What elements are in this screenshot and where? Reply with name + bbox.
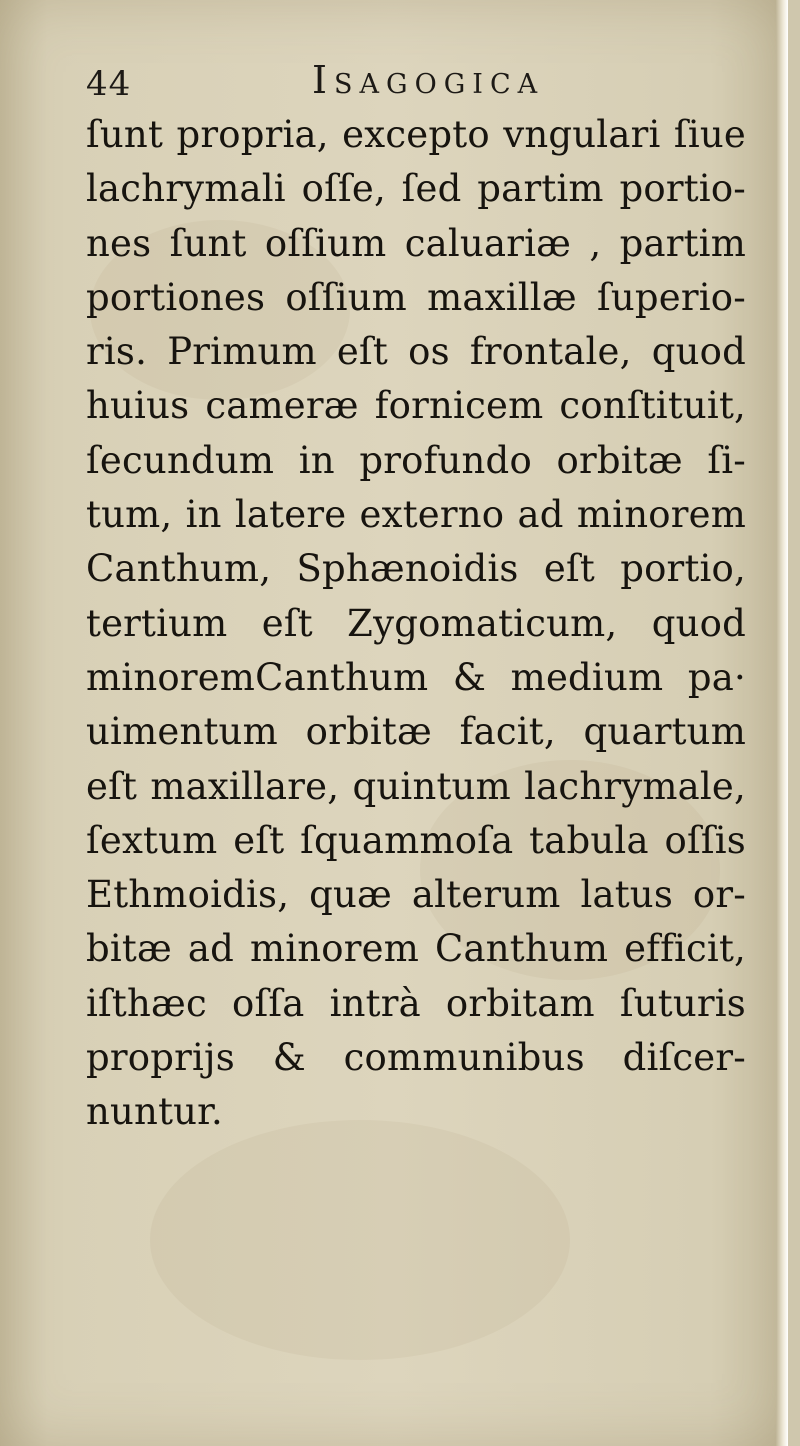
page-header bbox=[86, 58, 746, 102]
text-line: ſecundum in profundo orbitæ ſi- bbox=[86, 438, 746, 482]
text-line: ſunt propria, excepto vngulari ſiue bbox=[86, 113, 746, 156]
text-line: tertium eſt Zygomaticum, quod bbox=[86, 601, 746, 645]
paper-stain bbox=[150, 1120, 570, 1360]
text-line: minoremCanthum & medium pa· bbox=[86, 655, 746, 699]
running-head: Isagogica bbox=[312, 58, 545, 102]
text-line: uimentum orbitæ facit, quartum bbox=[86, 710, 746, 754]
text-line: ris. Primum eſt os frontale, quod bbox=[86, 330, 746, 374]
body-text bbox=[86, 108, 746, 1140]
text-line: lachrymali oſſe, ſed partim portio- bbox=[86, 167, 746, 211]
text-line: huius cameræ fornicem conſtituit, bbox=[86, 384, 746, 428]
text-line: proprijs & communibus diſcer- bbox=[86, 1036, 746, 1080]
text-line: eſt maxillare, quintum lachrymale, bbox=[86, 764, 746, 808]
text-line: nes ſunt oſſium caluariæ , partim bbox=[86, 221, 746, 265]
text-line: portiones oſſium maxillæ ſuperio- bbox=[86, 275, 746, 319]
text-line: ſextum eſt ſquammoſa tabula oſſis bbox=[86, 818, 746, 862]
text-line: bitæ ad minorem Canthum efficit, bbox=[86, 927, 746, 971]
text-line: Ethmoidis, quæ alterum latus or- bbox=[86, 873, 746, 917]
page-edge bbox=[776, 0, 788, 1446]
text-line: Canthum, Sphænoidis eſt portio, bbox=[86, 547, 746, 591]
text-line: iſthæc oſſa intrà orbitam ſuturis bbox=[86, 981, 746, 1025]
text-line: nuntur. bbox=[86, 1090, 223, 1134]
text-line: tum, in latere externo ad minorem bbox=[86, 493, 746, 537]
page-number: 44 bbox=[86, 64, 132, 104]
